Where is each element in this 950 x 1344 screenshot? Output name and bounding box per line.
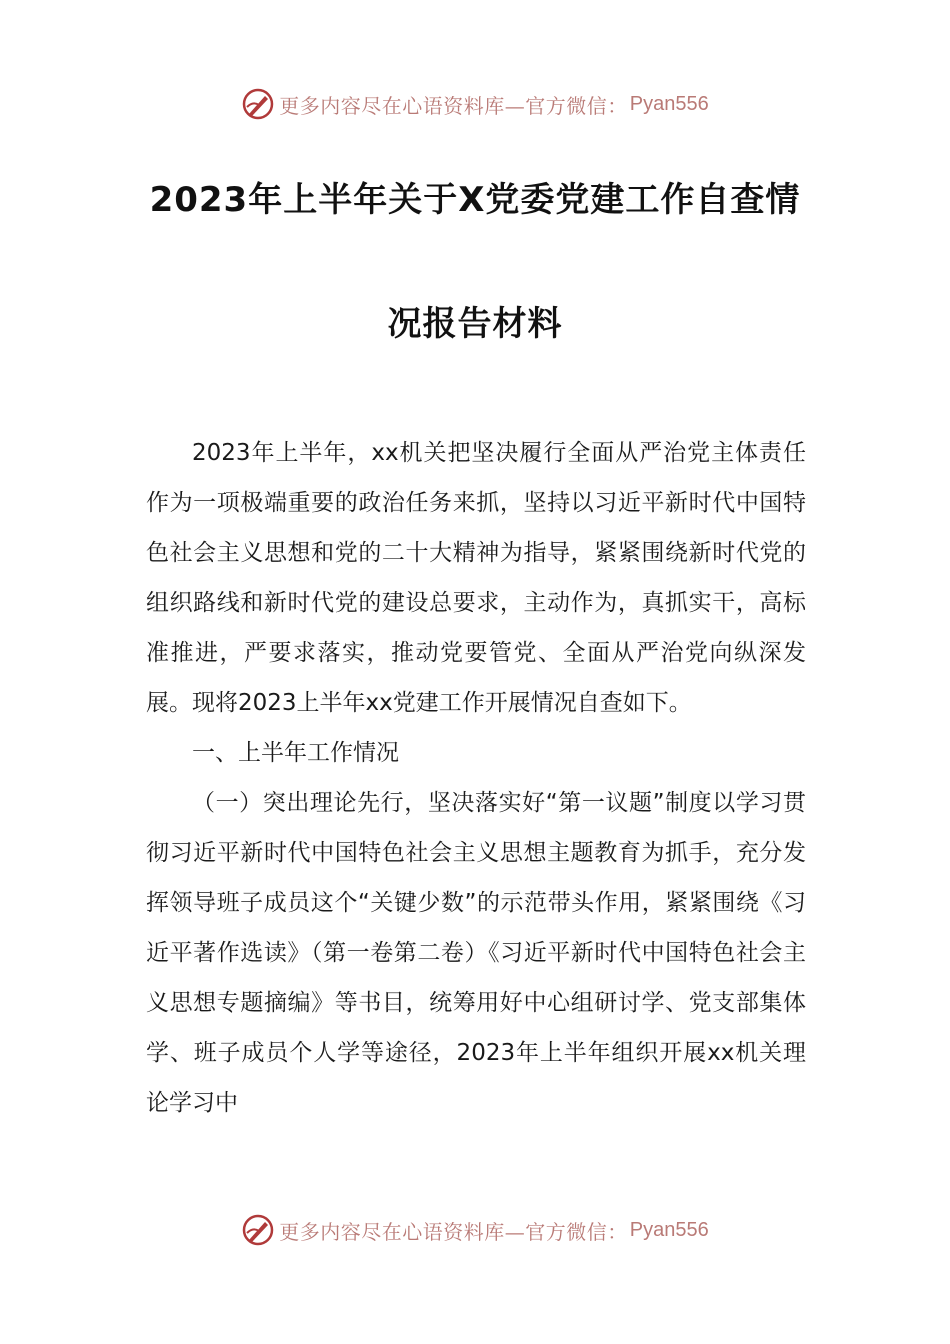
banner-contact: Pyan556 [629,92,709,115]
pen-nib-logo-icon [241,1213,275,1247]
banner-contact: Pyan556 [629,1218,709,1241]
document-title-line-1: 2023年上半年关于X党委党建工作自查情 [149,180,801,220]
document-title-line-2: 况报告材料 [387,304,563,344]
footer-banner [0,1210,950,1250]
header-banner [0,84,950,124]
document-body [146,428,806,1128]
section-heading: 一、上半年工作情况 [192,740,399,766]
banner-text: 更多内容尽在心语资料库—官方微信： [279,1219,628,1244]
paragraph-section-1: （一）突出理论先行，坚决落实好“第一议题”制度以学习贯彻习近平新时代中国特色社会主义思想主题教育为抓手，充分发挥领导班子成员这个“关键少数”的示范带头作用，紧紧围绕《习近平著作选读》（第一卷第二卷）《习近平新时代中国特色社会主义思想专题摘编》等书目，统筹用好中心组研讨学、党支部集体学、班子成员个人学等途径，2023年上半年组织开展xx机关理论学习中 [146,790,806,1116]
banner-text: 更多内容尽在心语资料库—官方微信： [279,93,628,118]
pen-nib-logo-icon [241,87,275,121]
paragraph-intro: 2023年上半年，xx机关把坚决履行全面从严治党主体责任作为一项极端重要的政治任务来抓，坚持以习近平新时代中国特色社会主义思想和党的二十大精神为指导，紧紧围绕新时代党的组织路线和新时代党的建设总要求，主动作为，真抓实干，高标准推进，严要求落实，推动党要管党、全面从严治党向纵深发展。现将2023上半年xx党建工作开展情况自查如下。 [146,440,806,716]
